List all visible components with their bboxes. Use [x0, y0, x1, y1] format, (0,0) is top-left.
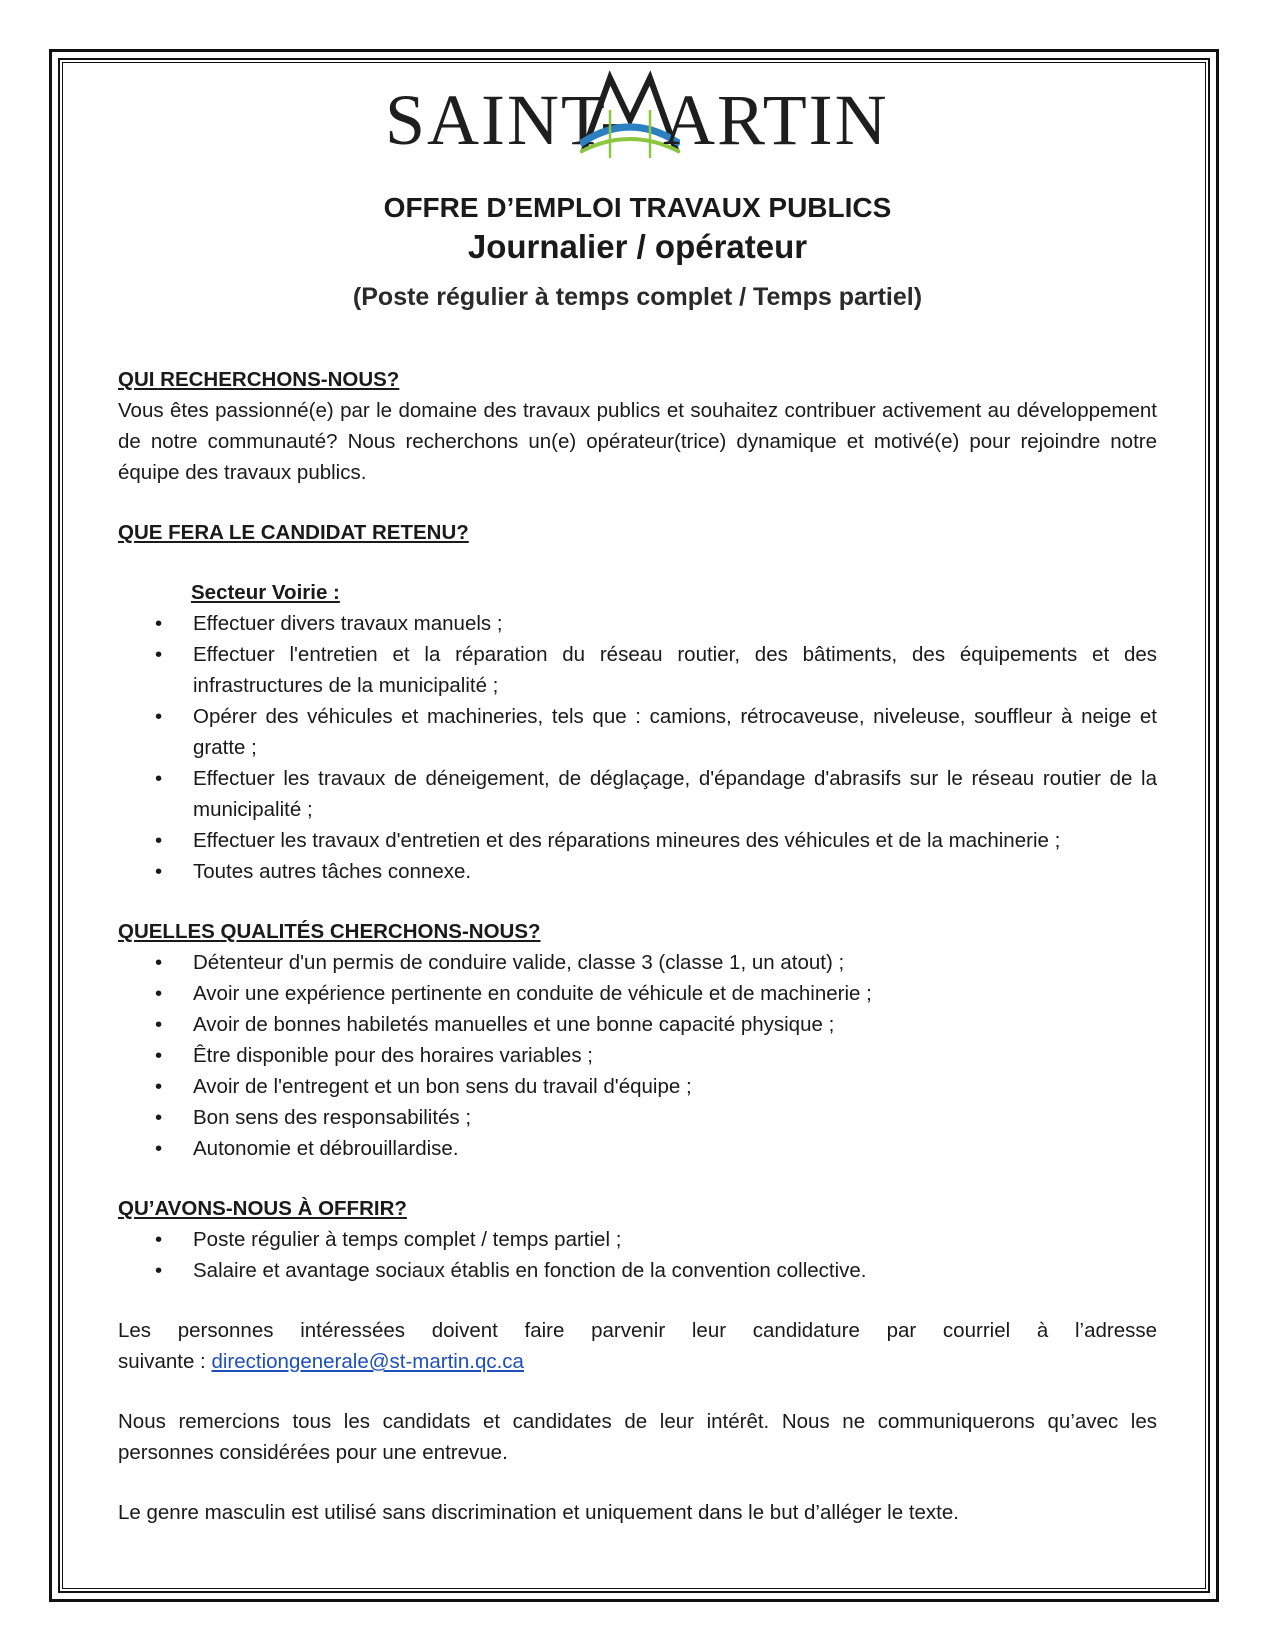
job-title: Journalier / opérateur	[467, 228, 808, 265]
offer-list	[118, 1224, 1157, 1286]
qualities-list	[118, 947, 1157, 1164]
list-item: • Avoir de bonnes habiletés manuelles et une bonne capacité physique ;	[155, 1013, 835, 1036]
list-item: • Salaire et avantage sociaux établis en fonction de la convention collective.	[155, 1259, 867, 1282]
email-link[interactable]: directiongenerale@st-martin.qc.ca	[211, 1350, 524, 1373]
apply-address-line	[118, 1346, 1157, 1377]
list-item: • Effectuer divers travaux manuels ;	[155, 612, 503, 635]
list-item: • Avoir une expérience pertinente en conduite de véhicule et de machinerie ;	[155, 982, 872, 1005]
section-text-who: Vous êtes passionné(e) par le domaine des travaux publics et souhaitez contribuer activement au développement de notre communauté? Nous recherchons un(e) opérateur(trice) dynamique et motivé(e) pour rejoindre notre équipe des travaux publics.	[118, 399, 1157, 484]
apply-prefix: suivante :	[118, 1350, 212, 1373]
section-title-tasks: QUE FERA LE CANDIDAT RETENU?	[118, 521, 469, 544]
section-title-qualities: QUELLES QUALITÉS CHERCHONS-NOUS?	[118, 920, 541, 943]
list-item: • Bon sens des responsabilités ;	[155, 1106, 472, 1129]
list-item: • Effectuer les travaux de déneigement, de déglaçage, d'épandage d'abrasifs sur le réseau routier de la municipalité ;	[155, 767, 1157, 821]
list-item: • Toutes autres tâches connexe.	[155, 860, 472, 883]
logo-text-left: SAINT-	[385, 80, 627, 160]
list-item: • Effectuer les travaux d'entretien et des réparations mineures des véhicules et de la machinerie ;	[155, 829, 1061, 852]
section-title-who: QUI RECHERCHONS-NOUS?	[118, 368, 400, 391]
apply-instructions: Les personnes intéressées doivent faire parvenir leur candidature par courriel à l’adresse	[118, 1319, 1157, 1342]
subsection-title-voirie: Secteur Voirie :	[191, 581, 340, 604]
job-status: (Poste régulier à temps complet / Temps partiel)	[352, 283, 923, 311]
offer-title: OFFRE D’EMPLOI TRAVAUX PUBLICS	[383, 192, 892, 223]
section-title-offer: QU’AVONS-NOUS À OFFRIR?	[118, 1197, 407, 1220]
list-item: • Autonomie et débrouillardise.	[155, 1137, 459, 1160]
tasks-list	[118, 608, 1157, 887]
saint-martin-logo	[385, 70, 895, 170]
list-item: • Effectuer l'entretien et la réparation du réseau routier, des bâtiments, des équipements et des infrastructures de la municipalité ;	[155, 643, 1157, 697]
list-item: • Opérer des véhicules et machineries, tels que : camions, rétrocaveuse, niveleuse, souffleur à neige et gratte ;	[155, 705, 1157, 759]
thanks-line-1: Nous remercions tous les candidats et candidates de leur intérêt. Nous ne communiquerons qu’avec les	[118, 1410, 1157, 1433]
thanks-line-2: personnes considérées pour une entrevue.	[118, 1441, 508, 1464]
list-item: • Être disponible pour des horaires variables ;	[155, 1044, 593, 1067]
logo-text-right: ARTIN	[663, 80, 889, 160]
gender-note: Le genre masculin est utilisé sans discrimination et uniquement dans le but d’alléger le texte.	[118, 1501, 959, 1524]
list-item: • Poste régulier à temps complet / temps partiel ;	[155, 1228, 622, 1251]
list-item: • Avoir de l'entregent et un bon sens du travail d'équipe ;	[155, 1075, 692, 1098]
list-item: • Détenteur d'un permis de conduire valide, classe 3 (classe 1, un atout) ;	[155, 951, 845, 974]
document-body	[118, 364, 1157, 1528]
